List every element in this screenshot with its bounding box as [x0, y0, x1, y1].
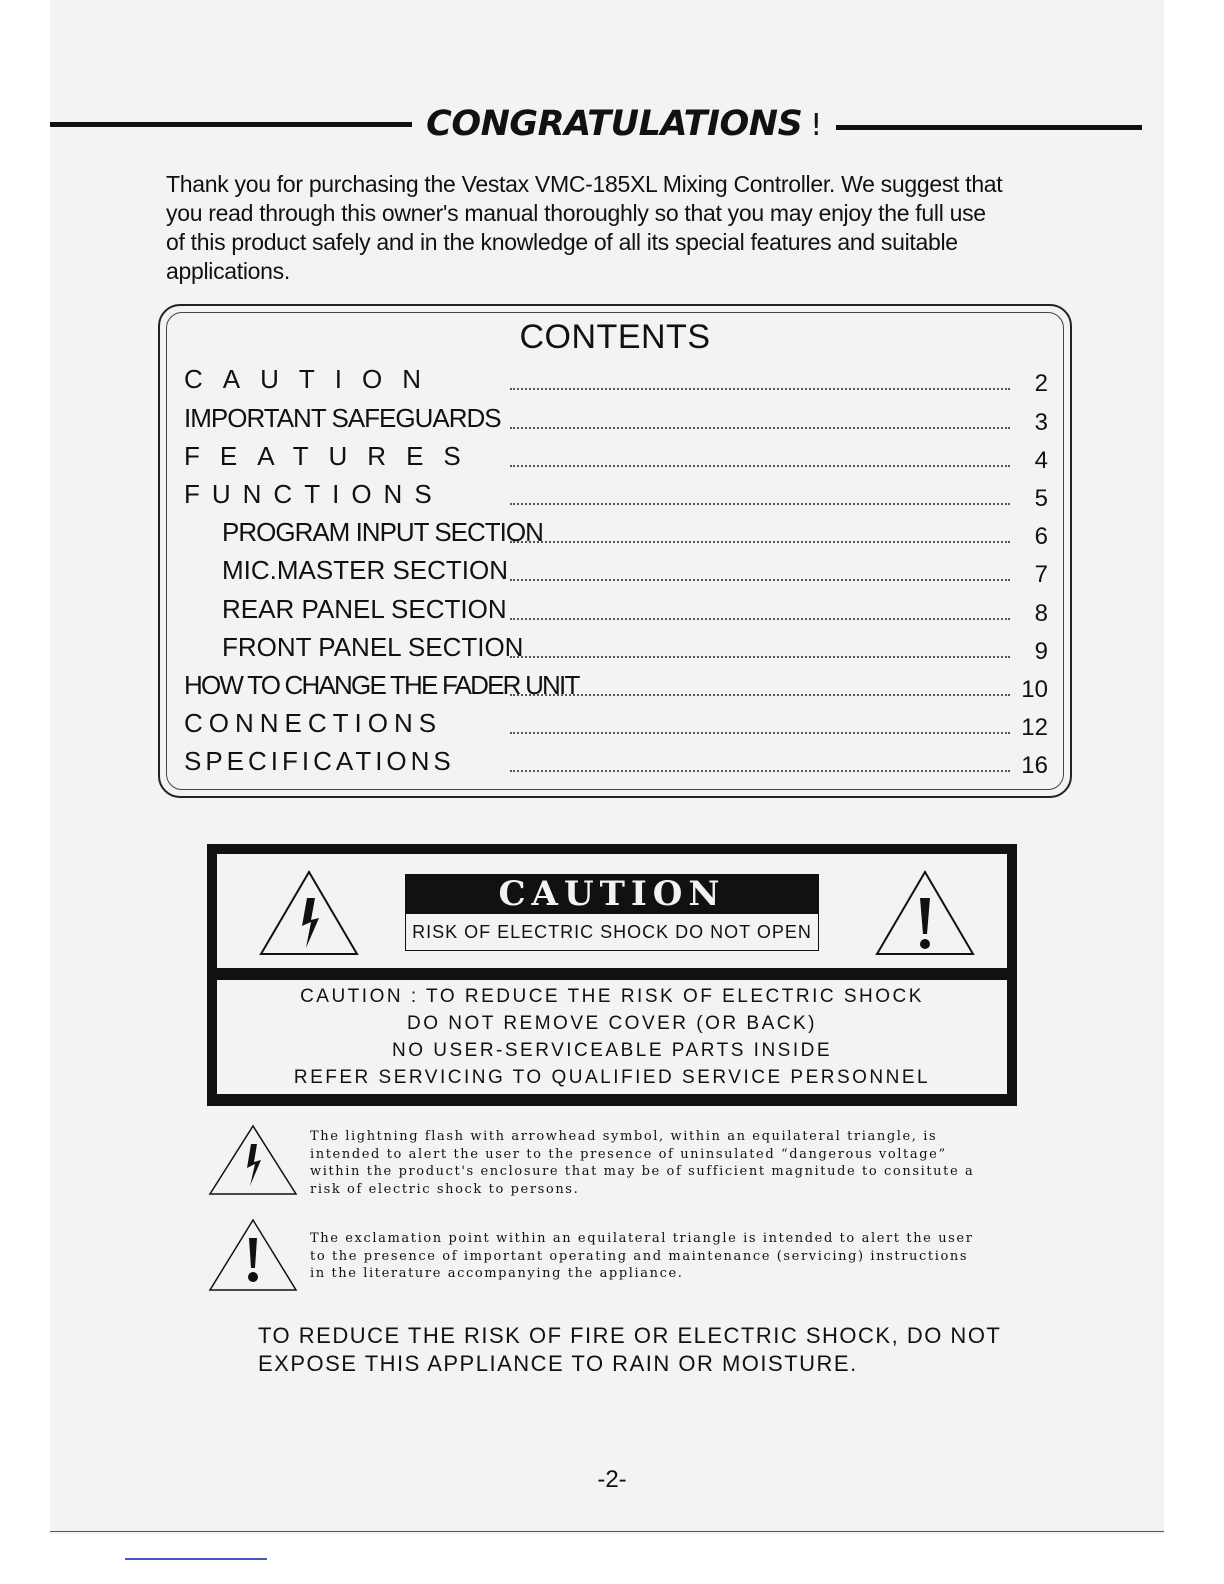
toc-leader-dots [510, 656, 1010, 658]
toc-label: SPECIFICATIONS [184, 746, 455, 776]
intro-line: Thank you for purchasing the Vestax VMC-185XL Mixing Controller. We suggest that [166, 171, 1003, 197]
caution-warning-line: REFER SERVICING TO QUALIFIED SERVICE PERSONNEL [293, 1067, 931, 1088]
toc-page-number: 7 [1034, 561, 1048, 588]
toc-leader-dots [510, 579, 1010, 581]
scan-mark [125, 1558, 267, 1560]
toc-label: HOW TO CHANGE THE FADER UNIT [184, 670, 579, 700]
toc-label: FEATURES [184, 441, 481, 471]
caution-sublabel: RISK OF ELECTRIC SHOCK DO NOT OPEN [405, 914, 819, 951]
caution-warning-line: DO NOT REMOVE COVER (OR BACK) [407, 1013, 817, 1034]
caution-header-panel [217, 854, 1007, 968]
note-line: in the literature accompanying the appliance. [310, 1266, 684, 1281]
toc-leader-dots [510, 465, 1010, 467]
contents-box [158, 304, 1072, 798]
toc-row[interactable] [160, 632, 1070, 668]
toc-row[interactable] [160, 441, 1070, 477]
page-heading [50, 104, 1142, 150]
intro-line: of this product safely and in the knowledge of all its special features and suitable [166, 229, 958, 255]
note-line: to the presence of important operating and maintenance (servicing) instructions [310, 1248, 969, 1264]
page-bottom-rule [50, 1531, 1164, 1532]
caution-warning-panel [217, 980, 1007, 1094]
heading-title [416, 104, 832, 144]
toc-row[interactable] [160, 479, 1070, 515]
toc-row[interactable] [160, 517, 1070, 553]
toc-leader-dots [510, 732, 1010, 734]
toc-leader-dots [510, 770, 1010, 772]
toc-label: FUNCTIONS [184, 479, 444, 509]
toc-row[interactable] [160, 403, 1070, 439]
toc-page-number: 5 [1034, 485, 1048, 512]
toc-row[interactable] [160, 746, 1070, 782]
toc-page-number: 16 [1021, 752, 1048, 779]
toc-leader-dots [510, 618, 1010, 620]
toc-row[interactable] [160, 594, 1070, 630]
toc-row[interactable] [160, 364, 1070, 400]
exclamation-note-text [310, 1230, 1008, 1283]
lightning-warning-icon [257, 868, 361, 958]
heading-exclamation: ! [810, 108, 822, 143]
lightning-warning-icon [208, 1124, 298, 1196]
caution-warning-line: CAUTION : TO REDUCE THE RISK OF ELECTRIC SHOCK [300, 986, 924, 1007]
fire-shock-warning [258, 1322, 1018, 1378]
intro-paragraph [166, 170, 1086, 286]
exclamation-warning-icon [208, 1218, 298, 1292]
toc-page-number: 3 [1034, 409, 1048, 436]
toc-label: IMPORTANT SAFEGUARDS [184, 403, 501, 433]
heading-rule-left [50, 122, 412, 127]
toc-leader-dots [510, 503, 1010, 505]
exclamation-warning-icon [873, 868, 977, 958]
toc-leader-dots [510, 541, 1010, 543]
lightning-note-text [310, 1128, 1008, 1198]
toc-row[interactable] [160, 708, 1070, 744]
toc-label: MIC.MASTER SECTION [222, 555, 509, 585]
toc-label: CONNECTIONS [184, 708, 443, 738]
toc-label: CAUTION [184, 364, 441, 394]
toc-page-number: 9 [1034, 638, 1048, 665]
contents-title: CONTENTS [519, 318, 711, 356]
note-line: risk of electric shock to persons. [310, 1181, 580, 1197]
toc-leader-dots [510, 427, 1010, 429]
toc-leader-dots [510, 388, 1010, 390]
toc-label: PROGRAM INPUT SECTION [222, 517, 543, 547]
page-number: -2- [597, 1466, 627, 1493]
toc-page-number: 10 [1021, 676, 1048, 703]
toc-label: REAR PANEL SECTION [222, 594, 507, 624]
toc-row[interactable] [160, 555, 1070, 591]
caution-label: CAUTION [405, 874, 819, 914]
note-line: within the product's enclosure that may be of sufficient magnitude to consitute a [310, 1164, 975, 1179]
heading-title-text: CONGRATULATIONS [426, 104, 803, 144]
toc-leader-dots [510, 694, 1010, 696]
toc-row[interactable] [160, 670, 1070, 706]
intro-line: you read through this owner's manual thoroughly so that you may enjoy the full use [166, 200, 986, 226]
toc-page-number: 8 [1034, 600, 1048, 627]
toc-page-number: 4 [1034, 447, 1048, 474]
warning-line: TO REDUCE THE RISK OF FIRE OR ELECTRIC SHOCK, DO NOT [258, 1323, 1002, 1348]
warning-line: EXPOSE THIS APPLIANCE TO RAIN OR MOISTURE. [258, 1351, 858, 1376]
toc-page-number: 2 [1034, 370, 1048, 397]
note-line: intended to alert the user to the presence of uninsulated “dangerous voltage” [310, 1146, 947, 1162]
toc-page-number: 12 [1021, 714, 1048, 741]
intro-line: applications. [166, 258, 290, 284]
toc-label: FRONT PANEL SECTION [222, 632, 524, 662]
caution-warning-line: NO USER-SERVICEABLE PARTS INSIDE [391, 1040, 833, 1061]
heading-rule-right [836, 125, 1142, 130]
caution-box [207, 844, 1017, 1106]
toc-page-number: 6 [1034, 523, 1048, 550]
note-line: The exclamation point within an equilateral triangle is intended to alert the user [310, 1231, 974, 1246]
note-line: The lightning flash with arrowhead symbol, within an equilateral triangle, is [310, 1129, 938, 1144]
